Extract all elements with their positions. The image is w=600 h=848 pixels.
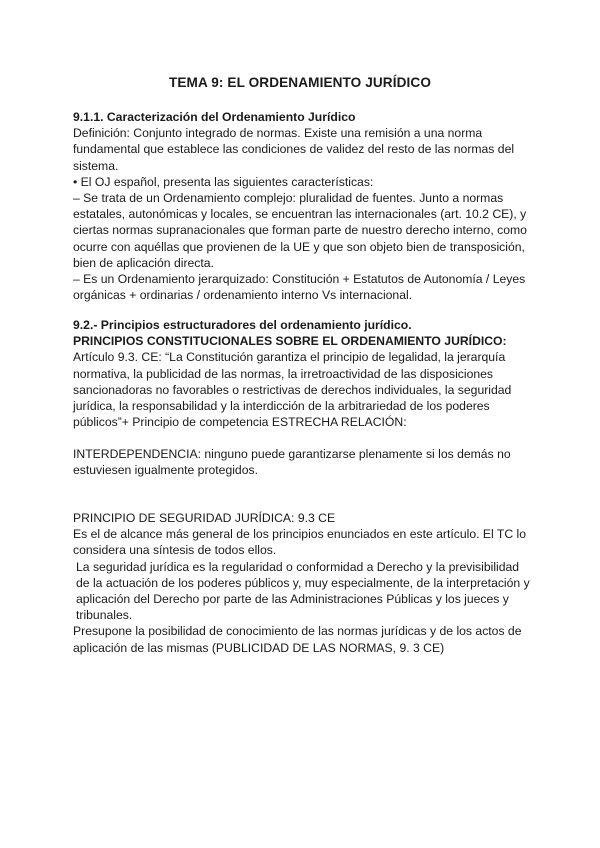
- section-principios: [73, 317, 533, 430]
- paragraph-seguridad-heading: PRINCIPIO DE SEGURIDAD JURÍDICA: 9.3 CE: [73, 511, 336, 525]
- section-seguridad-juridica: [73, 510, 533, 656]
- paragraph-complejo: – Se trata de un Ordenamiento complejo: pluralidad de fuentes. Junto a normas estatales, autonómicas y locales, se encuentran las internacionales (art. 10.2 CE), y ciertas normas supranacionales que forman parte de nuestro derecho interno, como ocurre con aquéllas que provienen de la UE y que son objeto bien de transposición, bien de aplicación directa.: [73, 191, 527, 270]
- section-subheading: PRINCIPIOS CONSTITUCIONALES SOBRE EL ORDENAMIENTO JURÍDICO:: [73, 334, 507, 349]
- paragraph-interdependencia: INTERDEPENDENCIA: ninguno puede garantizarse plenamente si los demás no estuviesen igualmente protegidos.: [73, 447, 511, 478]
- section-caracterizacion: [73, 109, 533, 303]
- section-heading: 9.1.1. Caracterización del Ordenamiento Jurídico: [73, 110, 356, 124]
- paragraph-caracteristicas: • El OJ español, presenta las siguientes características:: [73, 174, 374, 189]
- paragraph-articulo-9-3: Artículo 9.3. CE: “La Constitución garantiza el principio de legalidad, la jerarquía normativa, la publicidad de las normas, la irretroactividad de las disposiciones sancionadoras no favorables o restrictivas de derechos individuales, la seguridad jurídica, la responsabilidad y la interdicción de la arbitrariedad de los poderes públicos”+ Principio de competencia ESTRECHA RELACIÓN:: [73, 350, 512, 430]
- document-title: TEMA 9: EL ORDENAMIENTO JURÍDICO: [168, 75, 431, 90]
- section-heading: 9.2.- Principios estructuradores del ordenamiento jurídico.: [73, 318, 412, 332]
- paragraph-jerarquizado: – Es un Ordenamiento jerarquizado: Constitución + Estatutos de Autonomía / Leyes orgánicas + ordinarias / ordenamiento interno Vs internacional.: [73, 272, 526, 303]
- paragraph-definicion: Definición: Conjunto integrado de normas. Existe una remisión a una norma fundamental que establece las condiciones de validez del resto de las normas del sistema.: [73, 126, 515, 173]
- paragraph-alcance: Es el de alcance más general de los principios enunciados en este artículo. El TC lo considera una síntesis de todos ellos.: [73, 527, 526, 558]
- paragraph-regularidad: La seguridad jurídica es la regularidad o conformidad a Derecho y la previsibilidad de la actuación de los poderes públicos y, muy especialmente, de la interpretación y aplicación del Derecho por parte de las Administraciones Públicas y los jueces y tribunales.: [76, 559, 530, 623]
- section-interdependencia: [73, 446, 533, 478]
- paragraph-publicidad: Presupone la posibilidad de conocimiento de las normas jurídicas y de los actos de aplicación de las mismas (PUBLICIDAD DE LAS NORMAS, 9. 3 CE): [73, 624, 522, 655]
